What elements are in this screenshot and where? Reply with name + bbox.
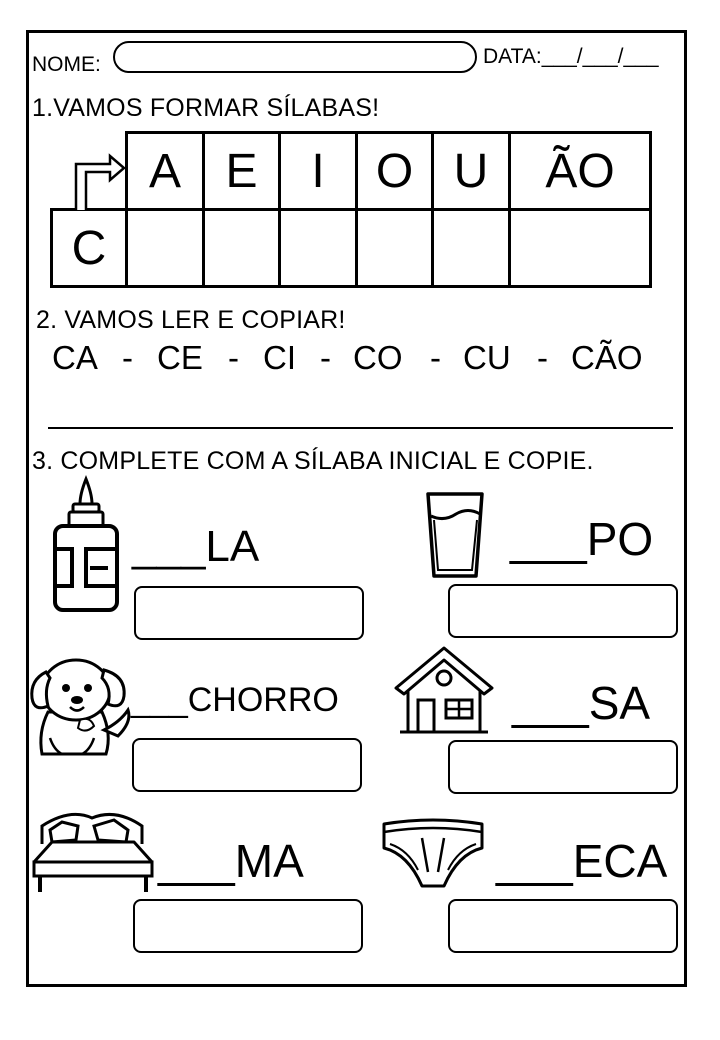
section2-title: 2. VAMOS LER E COPIAR! [36, 306, 346, 334]
consonant-cell: C [50, 208, 128, 288]
vowel-cell: ÃO [508, 131, 652, 211]
answer-cell[interactable] [431, 208, 511, 288]
answer-cell[interactable] [125, 208, 205, 288]
syllable: CA [52, 339, 98, 376]
answer-box[interactable] [448, 584, 678, 638]
date-field[interactable]: DATA:___/___/___ [483, 45, 659, 68]
word-prompt: ___CHORRO [131, 681, 339, 719]
glue-bottle-icon [50, 476, 122, 614]
separator: - [537, 339, 548, 376]
separator: - [228, 339, 239, 376]
answer-box[interactable] [133, 899, 363, 953]
separator: - [320, 339, 331, 376]
answer-cell[interactable] [355, 208, 434, 288]
syllable: CE [157, 339, 203, 376]
separator: - [122, 339, 133, 376]
syllable: CÃO [571, 339, 643, 376]
underwear-icon [378, 814, 488, 892]
word-prompt: ___SA [512, 677, 651, 729]
word-prompt: ___ECA [496, 835, 668, 887]
answer-cell[interactable] [202, 208, 281, 288]
arrow-icon [70, 148, 130, 214]
syllable: CU [463, 339, 511, 376]
syllable: CO [353, 339, 403, 376]
name-field[interactable] [113, 41, 477, 73]
separator: - [430, 339, 441, 376]
copy-line[interactable] [48, 427, 673, 429]
answer-box[interactable] [132, 738, 362, 792]
word-prompt: ___PO [510, 513, 654, 565]
syllable-row [0, 339, 720, 379]
vowel-cell: I [278, 131, 358, 211]
section1-title: 1.VAMOS FORMAR SÍLABAS! [32, 94, 380, 122]
vowel-cell: U [431, 131, 511, 211]
vowel-cell: O [355, 131, 434, 211]
answer-cell[interactable] [508, 208, 652, 288]
syllable: CI [263, 339, 296, 376]
word-prompt: ___MA [158, 835, 304, 887]
answer-box[interactable] [134, 586, 364, 640]
bed-icon [30, 804, 156, 896]
name-label: NOME: [32, 53, 101, 76]
glass-cup-icon [424, 490, 486, 580]
house-icon [394, 644, 494, 738]
section3-title: 3. COMPLETE COM A SÍLABA INICIAL E COPIE. [32, 447, 594, 475]
word-prompt: ___LA [132, 522, 260, 571]
vowel-cell: A [125, 131, 205, 211]
vowel-cell: E [202, 131, 281, 211]
answer-box[interactable] [448, 740, 678, 794]
answer-cell[interactable] [278, 208, 358, 288]
puppy-icon [28, 650, 132, 762]
answer-box[interactable] [448, 899, 678, 953]
